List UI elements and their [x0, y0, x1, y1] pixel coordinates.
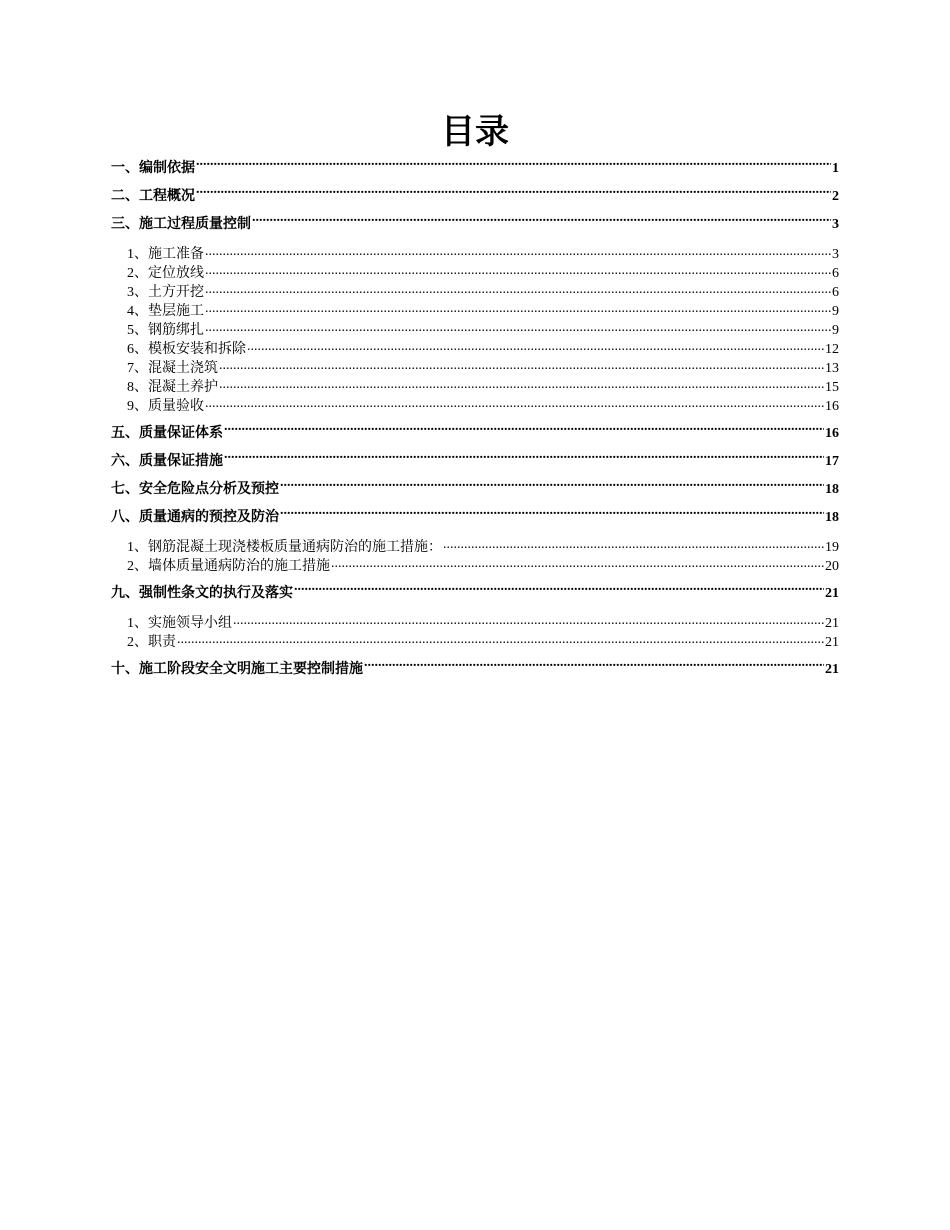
toc-entry-title: 九、强制性条文的执行及落实: [111, 586, 293, 601]
toc-dot-leader: [219, 358, 824, 372]
toc-dot-leader: [294, 583, 824, 597]
toc-dot-leader: [247, 339, 824, 353]
toc-dot-leader: [443, 537, 824, 551]
toc-dot-leader: [364, 659, 824, 673]
toc-entry-page-number: 13: [825, 361, 839, 376]
toc-entry-page-number: 20: [825, 559, 839, 574]
toc-entry-subsection[interactable]: [111, 339, 839, 358]
toc-dot-leader: [205, 396, 824, 410]
toc-dot-leader: [224, 451, 824, 465]
toc-dot-leader: [280, 479, 824, 493]
toc-entry-page-number: 21: [825, 586, 839, 601]
toc-entry-title: 六、质量保证措施: [111, 454, 223, 469]
toc-entry-subsection[interactable]: [111, 358, 839, 377]
toc-dot-leader: [177, 632, 824, 646]
toc-entry-section[interactable]: [111, 505, 839, 533]
toc-entry-title: 八、质量通病的预控及防治: [111, 510, 279, 525]
toc-entry-subsection[interactable]: [111, 320, 839, 339]
toc-entry-page-number: 3: [832, 217, 839, 232]
toc-entry-title: 1、钢筋混凝土现浇楼板质量通病防治的施工措施：: [127, 540, 442, 555]
toc-entry-page-number: 16: [825, 399, 839, 414]
toc-dot-leader: [224, 423, 824, 437]
toc-entry-page-number: 3: [832, 247, 839, 262]
toc-entry-title: 2、职责: [127, 635, 176, 650]
toc-dot-leader: [196, 186, 831, 200]
toc-entry-title: 七、安全危险点分析及预控: [111, 482, 279, 497]
toc-entry-title: 五、质量保证体系: [111, 426, 223, 441]
toc-entry-page-number: 9: [832, 304, 839, 319]
toc-entry-section[interactable]: [111, 212, 839, 240]
toc-dot-leader: [205, 320, 831, 334]
toc-entry-subsection[interactable]: [111, 632, 839, 651]
toc-entry-page-number: 18: [825, 482, 839, 497]
toc-entry-section[interactable]: [111, 657, 839, 685]
toc-entry-section[interactable]: [111, 156, 839, 184]
toc-dot-leader: [252, 214, 831, 228]
toc-entry-section[interactable]: [111, 477, 839, 505]
toc-entry-subsection[interactable]: [111, 396, 839, 415]
toc-entry-subsection[interactable]: [111, 301, 839, 320]
toc-entry-page-number: 6: [832, 285, 839, 300]
toc-dot-leader: [205, 301, 831, 315]
toc-entry-title: 1、施工准备: [127, 247, 204, 262]
toc-dot-leader: [331, 556, 824, 570]
toc-entry-title: 2、墙体质量通病防治的施工措施: [127, 559, 330, 574]
table-of-contents: [111, 156, 839, 685]
toc-dot-leader: [233, 613, 824, 627]
toc-entry-page-number: 2: [832, 189, 839, 204]
toc-entry-subsection[interactable]: [111, 377, 839, 396]
toc-dot-leader: [196, 158, 831, 172]
toc-entry-page-number: 18: [825, 510, 839, 525]
toc-entry-section[interactable]: [111, 184, 839, 212]
toc-entry-page-number: 9: [832, 323, 839, 338]
toc-entry-page-number: 17: [825, 454, 839, 469]
toc-entry-title: 5、钢筋绑扎: [127, 323, 204, 338]
toc-entry-title: 二、工程概况: [111, 189, 195, 204]
toc-dot-leader: [205, 263, 831, 277]
toc-entry-title: 9、质量验收: [127, 399, 204, 414]
toc-entry-title: 3、土方开挖: [127, 285, 204, 300]
toc-entry-subsection[interactable]: [111, 613, 839, 632]
page-title: 目录: [441, 112, 509, 152]
toc-entry-section[interactable]: [111, 421, 839, 449]
toc-entry-subsection[interactable]: [111, 282, 839, 301]
toc-entry-page-number: 19: [825, 540, 839, 555]
toc-entry-subsection[interactable]: [111, 537, 839, 556]
toc-entry-page-number: 12: [825, 342, 839, 357]
toc-entry-section[interactable]: [111, 581, 839, 609]
toc-entry-page-number: 15: [825, 380, 839, 395]
toc-entry-page-number: 16: [825, 426, 839, 441]
toc-dot-leader: [205, 282, 831, 296]
toc-entry-subsection[interactable]: [111, 244, 839, 263]
toc-entry-page-number: 21: [825, 616, 839, 631]
toc-entry-title: 8、混凝土养护: [127, 380, 218, 395]
toc-entry-title: 4、垫层施工: [127, 304, 204, 319]
toc-entry-subsection[interactable]: [111, 556, 839, 575]
toc-entry-title: 一、编制依据: [111, 161, 195, 176]
toc-entry-section[interactable]: [111, 449, 839, 477]
toc-entry-page-number: 6: [832, 266, 839, 281]
toc-entry-subsection[interactable]: [111, 263, 839, 282]
toc-entry-title: 三、施工过程质量控制: [111, 217, 251, 232]
toc-entry-page-number: 21: [825, 635, 839, 650]
toc-entry-title: 2、定位放线: [127, 266, 204, 281]
toc-entry-title: 7、混凝土浇筑: [127, 361, 218, 376]
toc-entry-page-number: 21: [825, 662, 839, 677]
toc-dot-leader: [280, 507, 824, 521]
toc-entry-title: 1、实施领导小组: [127, 616, 232, 631]
toc-dot-leader: [205, 244, 831, 258]
toc-entry-title: 十、施工阶段安全文明施工主要控制措施: [111, 662, 363, 677]
toc-entry-title: 6、模板安装和拆除: [127, 342, 246, 357]
toc-dot-leader: [219, 377, 824, 391]
toc-entry-page-number: 1: [832, 161, 839, 176]
